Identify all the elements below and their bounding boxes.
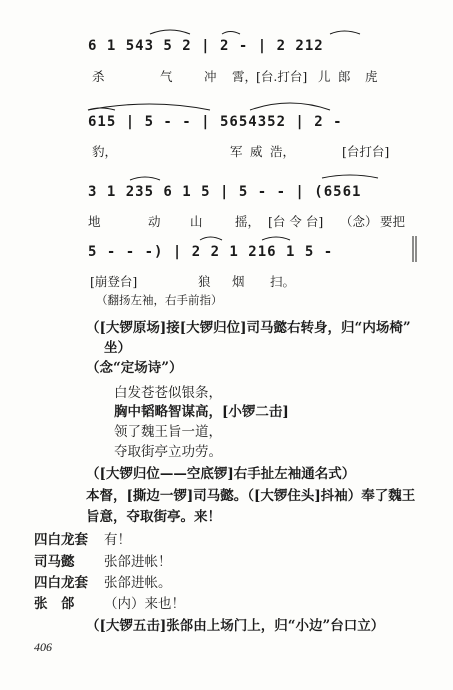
lyric-1-5: [台.打台] — [256, 69, 308, 84]
notation-line-2: 615 | 5 - - | 5654352 | 2 - — [88, 114, 343, 130]
stage-direction-1-cont: 坐） — [104, 340, 131, 356]
lyric-1-7: 郎 — [338, 69, 351, 84]
dialogue-line-1: 有！ — [104, 532, 131, 548]
lyric-3-1: 地 — [88, 214, 101, 229]
lyric-3-4: 摇， — [235, 214, 261, 229]
lyric-1-4: 霄， — [232, 69, 258, 84]
lyric-3-7: 要把 — [380, 214, 406, 229]
notation-line-3: 3 1 235 6 1 5 | 5 - - | (6561 — [88, 184, 362, 200]
lyric-2-3: 威 — [250, 144, 263, 159]
lyric-4-4: 扫。 — [270, 274, 296, 289]
lyric-1-8: 虎 — [365, 69, 378, 84]
notation-line-4: 5 - - -) | 2 2 1 216 1 5 - — [88, 244, 334, 260]
lyric-3-5: [台 令 台] — [268, 214, 324, 229]
dialogue-line-2: 张郃进帐！ — [104, 554, 172, 570]
poem-line-1: 白发苍苍似银条， — [114, 385, 222, 401]
dialogue-line-4: （内）来也！ — [104, 596, 185, 612]
speech-line-1: 本督，[撕边一锣]司马懿。（[大锣住头]抖袖）奉了魏王 — [86, 488, 416, 504]
lyric-1-3: 冲 — [204, 69, 217, 84]
dialogue-speaker-4: 张 郃 — [34, 596, 75, 612]
stage-direction-1: （[大锣原场]接[大锣归位]司马懿右转身，归“内场椅” — [86, 320, 411, 336]
lyric-2-5: [台打台] — [342, 144, 390, 159]
lyric-2-1: 豹， — [92, 144, 118, 159]
lyric-3-3: 山 — [190, 214, 203, 229]
stage-direction-3: （[大锣归位——空底锣]右手扯左袖通名式） — [86, 466, 356, 482]
dialogue-speaker-2: 司马懿 — [34, 554, 75, 570]
page-number: 406 — [34, 640, 52, 654]
poem-line-3: 领了魏王旨一道， — [114, 424, 222, 440]
lyric-1-1: 杀 — [92, 69, 105, 84]
lyric-3-2: 动 — [148, 214, 161, 229]
dialogue-speaker-1: 四白龙套 — [34, 532, 88, 548]
lyric-2-4: 浩， — [270, 144, 296, 159]
poem-line-4: 夺取街亭立功劳。 — [114, 444, 222, 460]
stage-direction-4: （[大锣五击]张郃由上场门上，归“小边”台口立） — [86, 618, 385, 634]
notation-line-1: 6 1 543 5 2 | 2 - | 2 212 — [88, 38, 324, 54]
stage-direction-2: （念“定场诗”） — [86, 360, 183, 376]
lyric-1-6: 儿 — [318, 69, 331, 84]
poem-line-2: 胸中韬略智谋高，[小锣二击] — [114, 404, 289, 420]
lyric-4-3: 烟 — [232, 274, 245, 289]
dialogue-speaker-3: 四白龙套 — [34, 575, 88, 591]
lyric-4-1: [崩登台] — [90, 274, 138, 289]
lyric-4-2: 狼 — [198, 274, 211, 289]
lyric-1-2: 气 — [160, 69, 173, 84]
lyric-3-6: （念） — [340, 214, 378, 229]
lyric-2-2: 军 — [230, 144, 243, 159]
speech-line-2: 旨意，夺取街亭。来！ — [86, 509, 221, 525]
dialogue-line-3: 张郃进帐。 — [104, 575, 172, 591]
stage-note: （翻扬左袖，右手前指） — [96, 293, 223, 307]
